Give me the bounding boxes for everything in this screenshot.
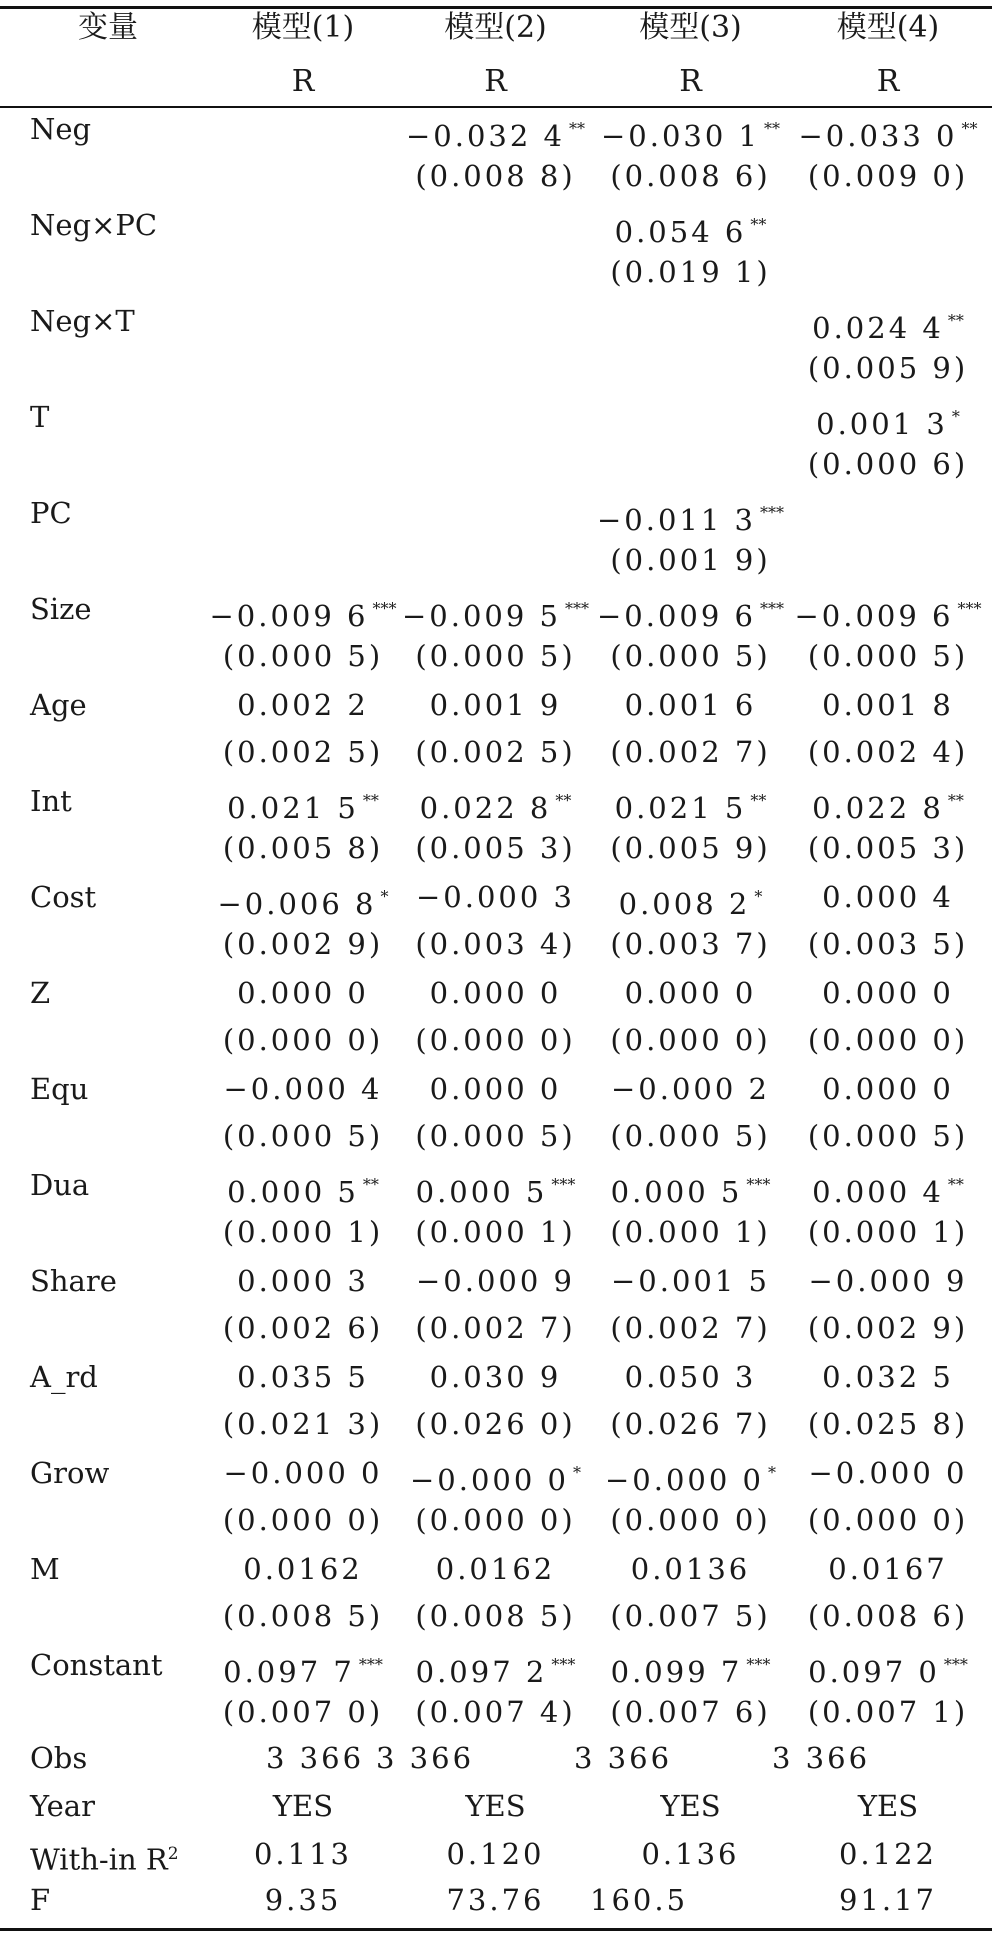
std-error: (0.007 0) (222, 1695, 384, 1729)
std-error: (0.000 1) (222, 1215, 384, 1249)
coef-value: −0.000 0 (808, 1456, 968, 1490)
coef-cell (398, 1643, 593, 1687)
header-dependent-2: R (484, 64, 507, 99)
significance-stars: *** (746, 1175, 771, 1194)
coef-cell (398, 587, 593, 631)
significance-stars: ** (362, 791, 379, 810)
coef-cell (593, 875, 788, 919)
coef-value: 0.0162 (243, 1552, 363, 1586)
coef-cell (593, 1643, 788, 1687)
significance-stars: ** (947, 311, 964, 330)
coef-value: 0.002 2 (237, 688, 369, 722)
row-label: Share (30, 1264, 117, 1298)
std-error: (0.008 8) (415, 159, 576, 193)
significance-stars: *** (957, 599, 982, 618)
coef-cell (593, 1163, 788, 1207)
coef-cell (398, 1547, 593, 1591)
significance-stars: * (754, 887, 763, 906)
coef-cell (398, 779, 593, 823)
row-label: Int (30, 784, 72, 818)
coef-cell (398, 1355, 593, 1399)
std-error: (0.008 5) (415, 1599, 576, 1633)
coef-value: 0.000 5 (415, 1175, 548, 1209)
coef-cell (208, 875, 398, 919)
coef-cell (593, 587, 788, 631)
significance-stars: * (380, 887, 389, 906)
coef-value: −0.009 6 (209, 599, 369, 633)
significance-stars: *** (943, 1655, 968, 1674)
coef-cell (593, 1067, 788, 1111)
coef-value: −0.000 4 (223, 1072, 383, 1106)
coef-value: 0.099 7 (610, 1655, 743, 1689)
coef-value: 0.035 5 (237, 1360, 369, 1394)
std-error: (0.002 7) (610, 735, 771, 769)
header-dependent-3: R (679, 64, 702, 99)
significance-stars: ** (764, 119, 780, 138)
std-error: (0.000 5) (610, 639, 771, 673)
std-error: (0.019 1) (610, 255, 771, 289)
significance-stars: * (573, 1463, 581, 1482)
coef-value: 0.001 9 (429, 688, 562, 722)
coef-cell (788, 107, 988, 151)
row-label: Age (30, 688, 87, 722)
std-error: (0.005 9) (807, 351, 969, 385)
std-error: (0.000 0) (222, 1503, 384, 1537)
std-error: (0.000 0) (222, 1023, 384, 1057)
std-error: (0.000 0) (415, 1503, 576, 1537)
std-error: (0.002 7) (610, 1311, 771, 1345)
std-error: (0.000 5) (610, 1119, 771, 1153)
coef-value: 0.008 2 (618, 887, 751, 921)
r2-value-2: 0.120 (446, 1837, 545, 1871)
std-error: (0.002 7) (415, 1311, 576, 1345)
coef-cell (593, 203, 788, 247)
std-error: (0.002 9) (222, 927, 384, 961)
row-label: Neg×PC (30, 208, 158, 242)
coef-value: −0.000 0 (223, 1456, 383, 1490)
coef-cell (398, 1163, 593, 1207)
coef-value: 0.000 0 (624, 976, 757, 1010)
f-value-4: 91.17 (838, 1883, 938, 1917)
std-error: (0.000 0) (415, 1023, 576, 1057)
obs-label: Obs (30, 1741, 88, 1775)
coef-cell (208, 1355, 398, 1399)
significance-stars: *** (565, 599, 589, 618)
std-error: (0.002 9) (807, 1311, 969, 1345)
std-error: (0.000 0) (610, 1023, 771, 1057)
coef-cell (788, 1067, 988, 1111)
coef-value: 0.000 0 (237, 976, 369, 1010)
header-model-2: 模型(2) (444, 10, 547, 45)
std-error: (0.003 7) (610, 927, 771, 961)
coef-cell (788, 587, 988, 631)
coef-value: 0.097 2 (415, 1655, 548, 1689)
std-error: (0.000 0) (807, 1503, 969, 1537)
coef-value: −0.000 9 (808, 1264, 968, 1298)
std-error: (0.008 6) (610, 159, 771, 193)
coef-value: −0.000 3 (416, 880, 575, 914)
coef-cell (593, 1547, 788, 1591)
std-error: (0.003 4) (415, 927, 576, 961)
r2-label (30, 1832, 179, 1876)
coef-cell (788, 683, 988, 727)
std-error: (0.026 7) (610, 1407, 771, 1441)
coef-value: −0.000 2 (611, 1072, 770, 1106)
std-error: (0.008 5) (222, 1599, 384, 1633)
year-value-2: YES (465, 1789, 526, 1823)
coef-cell (788, 971, 988, 1015)
f-label: F (30, 1883, 51, 1917)
coef-cell (208, 1259, 398, 1303)
std-error: (0.000 0) (807, 1023, 969, 1057)
coef-cell (593, 779, 788, 823)
header-variable: 变量 (78, 10, 138, 45)
row-label: Neg (30, 112, 92, 146)
row-label: Cost (30, 880, 97, 914)
std-error: (0.007 5) (610, 1599, 771, 1633)
std-error: (0.000 5) (807, 1119, 969, 1153)
coef-value: 0.000 0 (822, 976, 954, 1010)
row-label: Dua (30, 1168, 90, 1202)
coef-cell (593, 107, 788, 151)
r2-value-3: 0.136 (641, 1837, 740, 1871)
header-model-1: 模型(1) (251, 10, 355, 45)
significance-stars: * (951, 407, 960, 426)
r2-label-superscript: 2 (167, 1844, 179, 1864)
significance-stars: *** (551, 1175, 576, 1194)
coef-cell (788, 779, 988, 823)
coef-cell (398, 107, 593, 151)
significance-stars: ** (947, 791, 964, 810)
std-error: (0.001 9) (610, 543, 771, 577)
year-value-1: YES (272, 1789, 334, 1823)
significance-stars: ** (961, 119, 978, 138)
r2-value-4: 0.122 (838, 1837, 938, 1871)
significance-stars: *** (760, 599, 784, 618)
std-error: (0.021 3) (222, 1407, 384, 1441)
coef-cell (593, 491, 788, 535)
std-error: (0.000 1) (415, 1215, 576, 1249)
coef-cell (593, 1451, 788, 1495)
coef-value: 0.030 9 (429, 1360, 562, 1394)
year-value-3: YES (660, 1789, 721, 1823)
coef-cell (593, 1259, 788, 1303)
coef-value: 0.054 6 (614, 215, 747, 249)
coef-cell (398, 971, 593, 1015)
coef-cell (788, 1355, 988, 1399)
coef-value: 0.000 0 (429, 976, 562, 1010)
std-error: (0.005 8) (222, 831, 384, 865)
std-error: (0.007 1) (807, 1695, 969, 1729)
coef-cell (593, 683, 788, 727)
std-error: (0.007 4) (415, 1695, 576, 1729)
significance-stars: *** (760, 503, 784, 522)
f-value-3: 160.5 (590, 1883, 689, 1917)
std-error: (0.005 3) (415, 831, 576, 865)
coef-value: 0.000 0 (822, 1072, 954, 1106)
coef-cell (788, 395, 988, 439)
coef-value: −0.009 6 (597, 599, 756, 633)
significance-stars: *** (358, 1655, 383, 1674)
coef-value: 0.001 8 (822, 688, 954, 722)
coef-value: −0.000 9 (416, 1264, 575, 1298)
std-error: (0.000 5) (807, 639, 969, 673)
coef-cell (208, 683, 398, 727)
coef-value: 0.032 5 (822, 1360, 954, 1394)
significance-stars: *** (551, 1655, 576, 1674)
coef-value: 0.000 4 (822, 880, 954, 914)
bottom-rule (0, 1928, 992, 1931)
coef-value: 0.024 4 (812, 311, 944, 345)
significance-stars: ** (362, 1175, 379, 1194)
f-value-2: 73.76 (446, 1883, 545, 1917)
row-label: Constant (30, 1648, 163, 1682)
coef-value: 0.021 5 (227, 791, 359, 825)
coef-cell (788, 1643, 988, 1687)
coef-value: −0.001 5 (611, 1264, 770, 1298)
coef-value: 0.050 3 (624, 1360, 757, 1394)
coef-value: −0.000 0 (605, 1463, 764, 1497)
row-label: Z (30, 976, 51, 1010)
std-error: (0.026 0) (415, 1407, 576, 1441)
std-error: (0.002 4) (807, 735, 969, 769)
row-label: A_rd (30, 1360, 98, 1394)
coef-value: 0.0136 (630, 1552, 751, 1586)
coef-cell (788, 1451, 988, 1495)
f-value-1: 9.35 (264, 1883, 342, 1917)
coef-cell (208, 1451, 398, 1495)
std-error: (0.000 5) (415, 1119, 576, 1153)
coef-cell (788, 299, 988, 343)
coef-cell (208, 971, 398, 1015)
coef-value: −0.009 6 (794, 599, 954, 633)
significance-stars: ** (750, 791, 767, 810)
r2-value-1: 0.113 (253, 1837, 353, 1871)
coef-cell (788, 875, 988, 919)
std-error: (0.007 6) (610, 1695, 771, 1729)
row-label: M (30, 1552, 60, 1586)
coef-value: −0.033 0 (798, 119, 958, 153)
significance-stars: ** (569, 119, 585, 138)
coef-value: −0.006 8 (217, 887, 377, 921)
coef-cell (398, 683, 593, 727)
header-dependent-4: R (876, 64, 900, 99)
std-error: (0.002 6) (222, 1311, 384, 1345)
coef-value: 0.0162 (435, 1552, 556, 1586)
std-error: (0.000 0) (610, 1503, 771, 1537)
coef-cell (788, 1259, 988, 1303)
row-label: Size (30, 592, 92, 626)
coef-value: 0.000 5 (610, 1175, 743, 1209)
significance-stars: *** (372, 599, 397, 618)
coef-value: 0.000 4 (812, 1175, 944, 1209)
coef-value: 0.097 0 (808, 1655, 940, 1689)
std-error: (0.005 9) (610, 831, 771, 865)
row-label: PC (30, 496, 72, 530)
header-model-4: 模型(4) (836, 10, 940, 45)
row-label: Equ (30, 1072, 89, 1106)
row-label: Neg×T (30, 304, 135, 338)
coef-cell (593, 971, 788, 1015)
coef-cell (208, 1163, 398, 1207)
std-error: (0.003 5) (807, 927, 969, 961)
coef-cell (398, 1259, 593, 1303)
std-error: (0.002 5) (415, 735, 576, 769)
std-error: (0.000 1) (610, 1215, 771, 1249)
coef-cell (788, 1547, 988, 1591)
significance-stars: ** (555, 791, 572, 810)
coef-value: 0.000 0 (429, 1072, 562, 1106)
coef-value: 0.001 3 (816, 407, 948, 441)
std-error: (0.000 5) (222, 639, 384, 673)
significance-stars: ** (947, 1175, 964, 1194)
coef-value: 0.022 8 (812, 791, 944, 825)
std-error: (0.008 6) (807, 1599, 969, 1633)
coef-cell (208, 587, 398, 631)
row-label: Grow (30, 1456, 110, 1490)
header-model-3: 模型(3) (639, 10, 742, 45)
std-error: (0.025 8) (807, 1407, 969, 1441)
coef-cell (208, 779, 398, 823)
header-dependent-1: R (291, 64, 315, 99)
std-error: (0.000 1) (807, 1215, 969, 1249)
coef-value: 0.022 8 (419, 791, 552, 825)
std-error: (0.009 0) (807, 159, 969, 193)
coef-value: 0.0167 (828, 1552, 948, 1586)
obs-value-1: 3 366 (266, 1741, 365, 1775)
coef-cell (398, 875, 593, 919)
coef-cell (208, 1643, 398, 1687)
obs-value-4: 3 366 (772, 1741, 871, 1775)
obs-value-3: 3 366 (574, 1741, 673, 1775)
coef-cell (788, 1163, 988, 1207)
significance-stars: * (768, 1463, 776, 1482)
obs-value-2: 3 366 (376, 1741, 475, 1775)
std-error: (0.000 5) (415, 639, 576, 673)
coef-value: −0.030 1 (601, 119, 760, 153)
coef-value: −0.000 0 (410, 1463, 569, 1497)
coef-value: 0.021 5 (614, 791, 747, 825)
coef-value: −0.011 3 (597, 503, 756, 537)
significance-stars: *** (746, 1655, 771, 1674)
std-error: (0.000 5) (222, 1119, 384, 1153)
coef-value: 0.001 6 (624, 688, 757, 722)
coef-cell (593, 1355, 788, 1399)
coef-value: −0.032 4 (406, 119, 565, 153)
std-error: (0.002 5) (222, 735, 384, 769)
coef-value: 0.000 5 (227, 1175, 359, 1209)
year-label: Year (30, 1789, 95, 1823)
r2-label-main: With-in R (30, 1842, 168, 1877)
coef-cell (208, 1067, 398, 1111)
std-error: (0.005 3) (807, 831, 969, 865)
significance-stars: ** (750, 215, 767, 234)
coef-value: −0.009 5 (402, 599, 561, 633)
year-value-4: YES (857, 1789, 919, 1823)
coef-cell (398, 1451, 593, 1495)
row-label: T (30, 400, 50, 434)
coef-value: 0.000 3 (237, 1264, 369, 1298)
coef-value: 0.097 7 (223, 1655, 355, 1689)
coef-cell (208, 1547, 398, 1591)
coef-cell (398, 1067, 593, 1111)
std-error: (0.000 6) (807, 447, 969, 481)
